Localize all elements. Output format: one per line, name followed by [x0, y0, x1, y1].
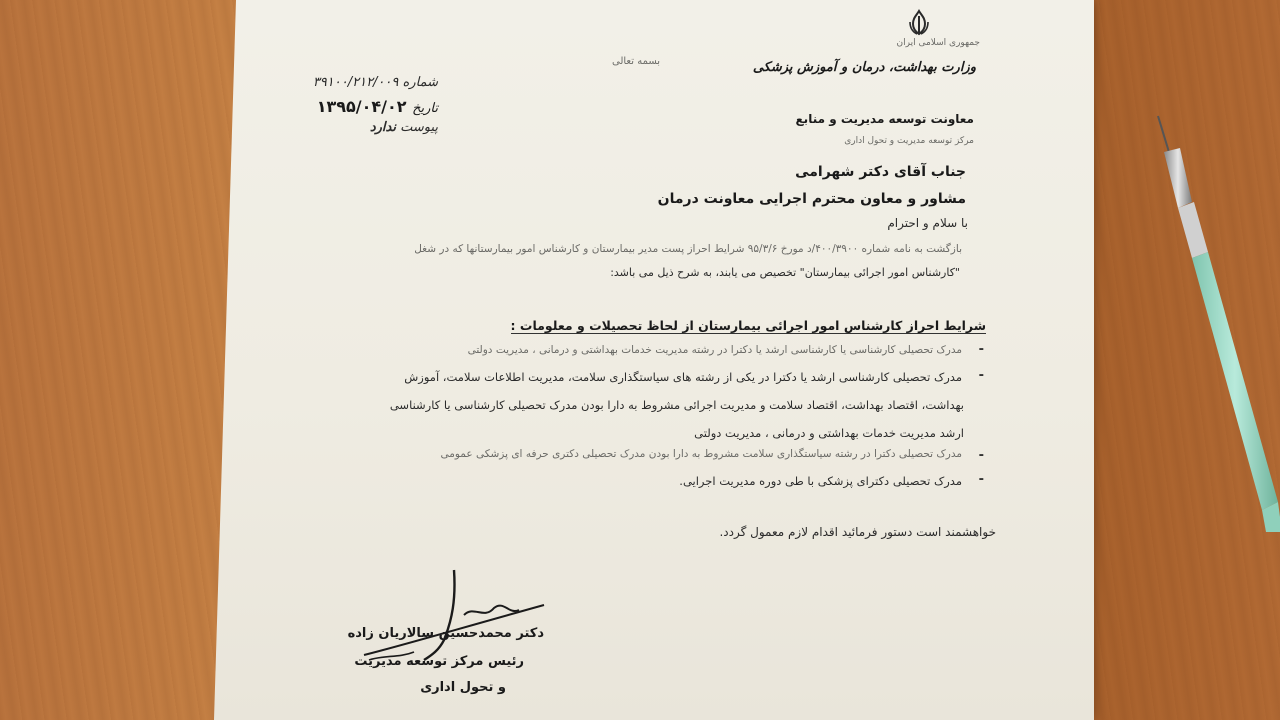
requirement-item: مدرک تحصیلی کارشناسی یا کارشناسی ارشد یا دکترا در رشته مدیریت خدمات بهداشتی و درمانی ، مدیریت دولتی: [467, 344, 962, 356]
letter-number-value: ۳۹۱۰۰/۲۱۲/۰۰۹: [312, 75, 399, 90]
letter-date-value: ۱۳۹۵/۰۴/۰۲: [316, 97, 407, 116]
requirement-item-continued: بهداشت، اقتصاد بهداشت، اقتصاد سلامت و مدیریت اجرائی مشروط به دارا بودن مدرک تحصیلی کارشناسی یا کارشناسی: [389, 398, 964, 412]
greeting: با سلام و احترام: [887, 216, 968, 230]
mechanical-pencil: [1150, 112, 1280, 532]
deputy-title: معاونت توسعه مدیریت و منابع: [795, 112, 974, 126]
requirement-item: مدرک تحصیلی کارشناسی ارشد یا دکترا در یکی از رشته های سیاستگذاری سلامت، مدیریت اطلاعات سلامت، آموزش: [404, 370, 962, 384]
letter-date-row: [317, 97, 438, 116]
bullet-dash: -: [978, 448, 984, 463]
letter-number-label: شماره: [402, 75, 438, 90]
requirement-item: مدرک تحصیلی دکترای پزشکی با طی دوره مدیریت اجرایی.: [679, 474, 962, 488]
bullet-dash: -: [978, 342, 984, 357]
bullet-dash: -: [978, 368, 984, 383]
recipient-title: مشاور و معاون محترم اجرایی معاونت درمان: [657, 191, 966, 207]
classification-label: بسمه تعالی: [612, 56, 661, 67]
closing-request: خواهشمند است دستور فرمائید اقدام لازم معمول گردد.: [719, 525, 996, 539]
intro-line-1: بازگشت به نامه شماره ۴۰۰/۳۹۰۰/د مورخ ۹۵/۳/۶ شرایط احراز پست مدیر بیمارستان و کارشناس امور بیمارستانها که در شغل: [414, 243, 962, 255]
signatory-title-line2: و تحول اداری: [420, 680, 506, 695]
letter-attachment-label: پیوست: [400, 120, 438, 135]
letter-number-row: [313, 75, 438, 90]
signature-icon: [344, 560, 564, 680]
signatory-name: دکتر محمدحسین سالاریان زاده: [347, 626, 544, 641]
letter-attachment-row: [370, 120, 438, 135]
ministry-name: وزارت بهداشت، درمان و آموزش پزشکی: [752, 60, 976, 75]
iran-emblem-icon: [904, 8, 934, 38]
ministry-line1: جمهوری اسلامی ایران: [896, 38, 980, 48]
recipient-name: جناب آقای دکتر شهرامی: [795, 164, 966, 180]
intro-line-2: "کارشناس امور اجرائی بیمارستان" تخصیص می یابند، به شرح ذیل می باشد:: [610, 266, 960, 279]
signatory-title-line1: رئیس مرکز توسعه مدیریت: [354, 654, 524, 669]
bullet-dash: -: [978, 472, 984, 487]
letter-content: [214, 0, 1094, 720]
requirement-item-continued: ارشد مدیریت خدمات بهداشتی و درمانی ، مدیریت دولتی: [694, 426, 964, 440]
letter-attachment-value: ندارد: [369, 120, 396, 135]
requirement-item: مدرک تحصیلی دکترا در رشته سیاستگذاری سلامت مشروط به دارا بودن مدرک تحصیلی دکتری حرفه ای پزشکی عمومی: [440, 448, 962, 460]
center-title: مرکز توسعه مدیریت و تحول اداری: [844, 136, 974, 146]
section-title: شرایط احراز کارشناس امور اجرائی بیمارستان از لحاظ تحصیلات و معلومات :: [510, 318, 986, 333]
letter-date-label: تاریخ: [412, 101, 438, 116]
